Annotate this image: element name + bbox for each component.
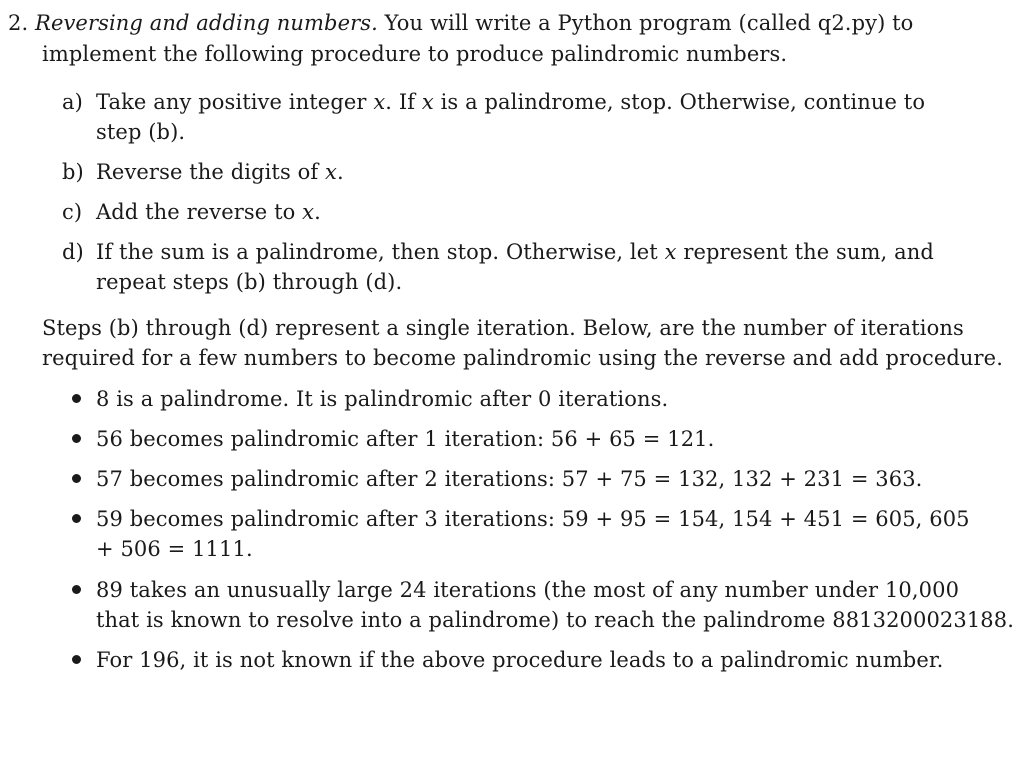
step-d-line1 [96,239,934,265]
step-a-line1 [96,89,925,115]
step-a-line2: step (b). [96,120,186,144]
step-a-marker: a) [62,90,83,114]
problem-number: 2. [8,11,29,35]
step-a-text2: . If [385,90,416,114]
bullet-5-line1: 89 takes an unusually large 24 iterations (the most of any number under 10,000 [96,578,960,602]
problem-intro-line2: implement the following procedure to produce palindromic numbers. [42,42,788,66]
step-b-marker: b) [62,160,84,184]
problem-heading [8,10,913,36]
step-b-var: x [325,160,337,184]
bullet-4-line2: + 506 = 1111. [96,537,253,561]
step-c-line [96,199,321,225]
step-c-end: . [314,200,321,224]
step-a-var2: x [421,90,434,114]
step-d-line2: repeat steps (b) through (d). [96,270,403,294]
step-a-text1: Take any positive integer [96,90,367,114]
bullet-3-line1: 57 becomes palindromic after 2 iterations: 57 + 75 = 132, 132 + 231 = 363. [96,467,923,491]
step-c-marker: c) [62,200,83,224]
bullet-dot-6 [72,655,81,664]
step-c-var: x [302,200,315,224]
step-d-text1: If the sum is a palindrome, then stop. Otherwise, let [96,240,658,264]
problem-title: Reversing and adding numbers. [35,11,378,35]
bullet-1-line1: 8 is a palindrome. It is palindromic after 0 iterations. [96,387,669,411]
summary-line1: Steps (b) through (d) represent a single iteration. Below, are the number of iterations [42,316,964,340]
bullet-dot-3 [72,474,81,483]
step-c-text: Add the reverse to [96,200,296,224]
bullet-dot-1 [72,394,81,403]
step-b-line [96,159,344,185]
step-b-end: . [336,160,344,184]
bullet-2-line1: 56 becomes palindromic after 1 iteration: 56 + 65 = 121. [96,427,715,451]
step-d-marker: d) [62,240,84,264]
step-d-var: x [664,240,677,264]
bullet-5-line2: that is known to resolve into a palindrome) to reach the palindrome 8813200023188. [96,608,1015,632]
problem-intro-line1: You will write a Python program (called q2.py) to [384,11,914,35]
bullet-dot-5 [72,585,81,594]
bullet-6-line1: For 196, it is not known if the above procedure leads to a palindromic number. [96,648,944,672]
summary-line2: required for a few numbers to become palindromic using the reverse and add procedure. [42,346,1003,370]
step-b-text: Reverse the digits of [96,160,319,184]
step-a-text3: is a palindrome, stop. Otherwise, continue to [440,90,926,114]
step-a-var1: x [373,90,386,114]
bullet-dot-4 [72,514,81,523]
step-d-text2: represent the sum, and [683,240,934,264]
bullet-4-line1: 59 becomes palindromic after 3 iterations: 59 + 95 = 154, 154 + 451 = 605, 605 [96,507,970,531]
bullet-dot-2 [72,434,81,443]
